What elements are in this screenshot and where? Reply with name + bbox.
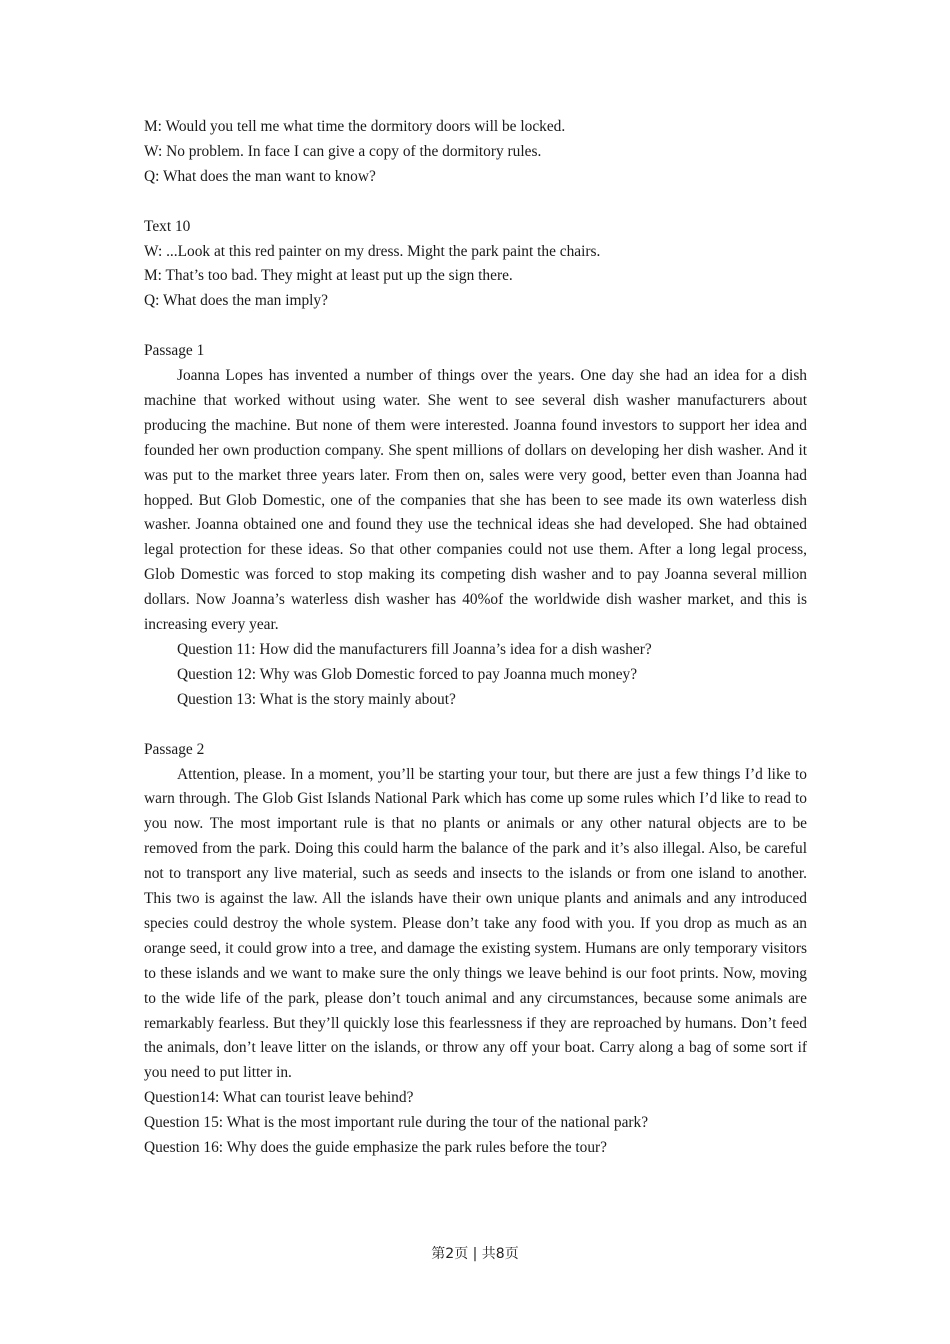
text10-question: Q: What does the man imply?: [144, 292, 328, 310]
passage1-body: Joanna Lopes has invented a number of things over the years. One day she had an idea for a dish machine that worked without using water. She went to see several dish washer manufacturers about producing the machine. But none of them were interested. Joanna found investors to support her idea and founded her own production company. She spent millions of dollars on developing her dish washer. And it was put to the market three years later. From then on, sales were very good, better even than Joanna had hopped. But Glob Domestic, one of the companies that she has been to see made its own waterless dish washer. Joanna obtained one and found they use the technical ideas she had developed. She had obtained legal protection for these ideas. So that other companies could not use them. After a long legal process, Glob Domestic was forced to stop making its competing dish washer and to pay Joanna several million dollars. Now Joanna’s waterless dish washer has 40%of the worldwide dish washer market, and this is increasing every year.: [144, 367, 807, 634]
dialog9-line1: M: Would you tell me what time the dormitory doors will be locked.: [144, 118, 566, 135]
text10-line1: W: ...Look at this red painter on my dress. Might the park paint the chairs.: [144, 242, 601, 260]
dialog9-line2: W: No problem. In face I can give a copy of the dormitory rules.: [144, 142, 542, 160]
text10-line2: M: That’s too bad. They might at least put up the sign there.: [144, 267, 513, 285]
passage2-question-16: Question 16: Why does the guide emphasize the park rules before the tour?: [144, 1139, 608, 1157]
page-number-footer: 第2页 | 共8页: [431, 1246, 519, 1262]
dialog9-question: Q: What does the man want to know?: [144, 167, 376, 185]
passage2-heading: Passage 2: [144, 740, 205, 758]
text10-heading: Text 10: [144, 217, 191, 235]
document-page: [144, 115, 807, 1161]
passage2-question-15: Question 15: What is the most important rule during the tour of the national park?: [144, 1114, 649, 1132]
passage2-body: Attention, please. In a moment, you’ll be starting your tour, but there are just a few things I’d like to warn through. The Glob Gist Islands National Park which has come up some rules which I’d like to read to you now. The most important rule is that no plants or animals or any other natural objects are to be removed from the park. Doing this could harm the balance of the park and it’s also illegal. Also, be careful not to transport any live material, such as seeds and insects to the islands or from one island to another. This two is against the law. All the islands have their own unique plants and animals and any introduced species could destroy the whole system. Please don’t take any food with you. If you drop as much as an orange seed, it could grow into a tree, and damage the existing system. Humans are only temporary visitors to these islands and we want to make sure the only things we leave behind is our foot prints. Now, moving to the wide life of the park, please don’t touch animal and any circumstances, because some animals are remarkably fearless. But they’ll quickly lose this fearlessness if they are reproached by humans. Don’t feed the animals, don’t leave litter on the islands, or throw any off your boat. Carry along a bag of some sort if you need to put litter in.: [144, 765, 807, 1082]
spacer: [144, 713, 807, 738]
spacer: [144, 314, 807, 339]
spacer: [144, 190, 807, 215]
passage1-heading: Passage 1: [144, 342, 205, 360]
passage1-question-12: Question 12: Why was Glob Domestic forced to pay Joanna much money?: [177, 665, 638, 683]
passage1-question-11: Question 11: How did the manufacturers fill Joanna’s idea for a dish washer?: [177, 641, 652, 658]
passage1-question-13: Question 13: What is the story mainly about?: [177, 690, 456, 708]
passage2-question-14: Question14: What can tourist leave behind?: [144, 1089, 414, 1107]
